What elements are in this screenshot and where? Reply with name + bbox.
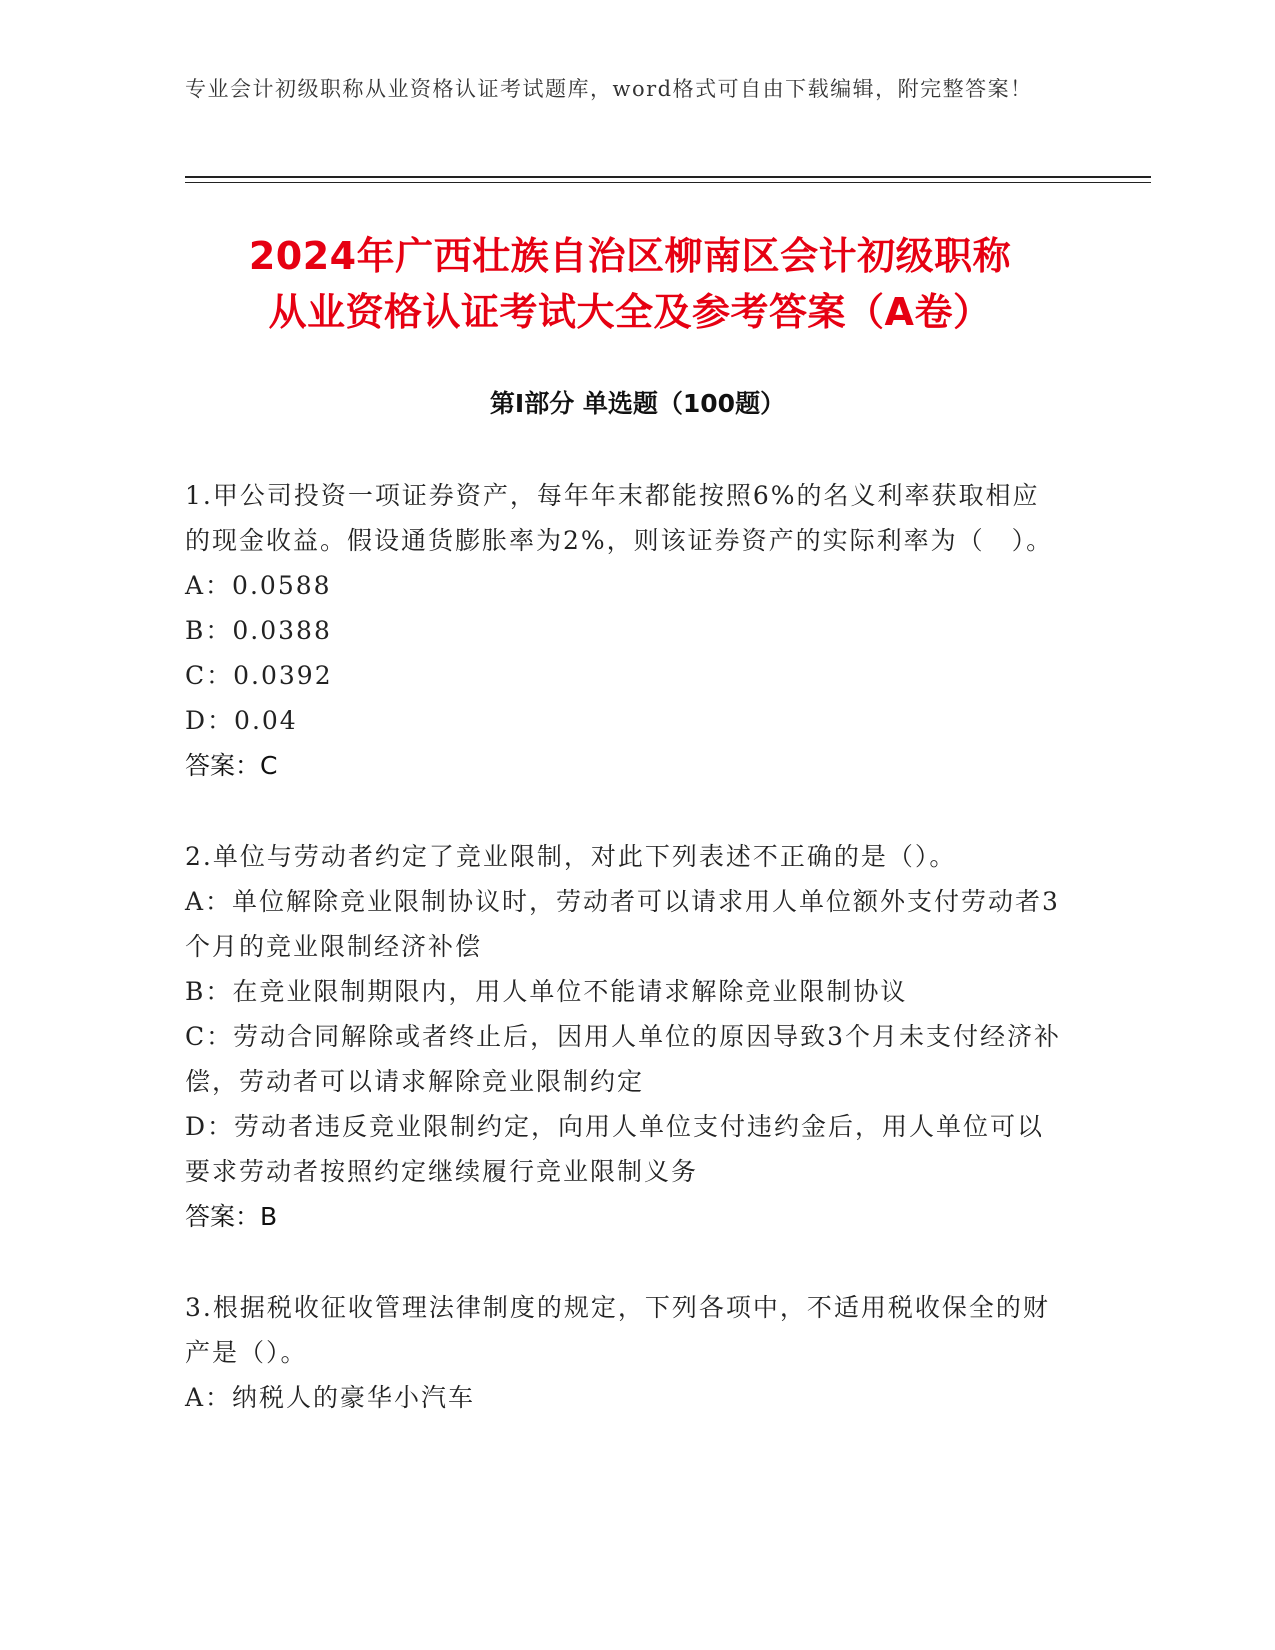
option-d: D：0.04 <box>185 706 298 735</box>
answer: 答案：B <box>185 1202 278 1231</box>
question-3 <box>185 1285 1065 1420</box>
option-a: A：0.0588 <box>185 571 332 600</box>
option-b: B：0.0388 <box>185 616 332 645</box>
option-d: D：劳动者违反竞业限制约定，向用人单位支付违约金后，用人单位可以要求劳动者按照约定继续履行竞业限制义务 <box>185 1112 1045 1186</box>
document-title <box>160 228 1100 340</box>
header-divider-thick <box>185 176 1151 178</box>
question-stem: 3.根据税收征收管理法律制度的规定，下列各项中，不适用税收保全的财产是（）。 <box>185 1293 1050 1367</box>
header-note: 专业会计初级职称从业资格认证考试题库，word格式可自由下载编辑，附完整答案！ <box>185 77 1033 101</box>
option-c: C：0.0392 <box>185 661 333 690</box>
answer: 答案：C <box>185 751 278 780</box>
title-line-1: 2024年广西壮族自治区柳南区会计初级职称 <box>248 234 1012 278</box>
option-a: A：单位解除竞业限制协议时，劳动者可以请求用人单位额外支付劳动者3个月的竞业限制经济补偿 <box>185 887 1060 961</box>
question-stem: 1.甲公司投资一项证券资产，每年年末都能按照6%的名义利率获取相应的现金收益。假设通货膨胀率为2%，则该证券资产的实际利率为（ ）。 <box>185 481 1054 555</box>
section-heading: 第Ⅰ部分 单选题（100题） <box>489 389 786 418</box>
title-line-2: 从业资格认证考试大全及参考答案（A卷） <box>268 290 992 334</box>
question-2 <box>185 834 1065 1239</box>
question-1 <box>185 473 1065 788</box>
option-a: A：纳税人的豪华小汽车 <box>185 1383 476 1412</box>
question-list <box>185 473 1065 1466</box>
option-b: B：在竞业限制期限内，用人单位不能请求解除竞业限制协议 <box>185 977 908 1006</box>
question-stem: 2.单位与劳动者约定了竞业限制，对此下列表述不正确的是（）。 <box>185 842 957 871</box>
header-divider-thin <box>185 182 1151 183</box>
option-c: C：劳动合同解除或者终止后，因用人单位的原因导致3个月未支付经济补偿，劳动者可以请求解除竞业限制约定 <box>185 1022 1062 1096</box>
